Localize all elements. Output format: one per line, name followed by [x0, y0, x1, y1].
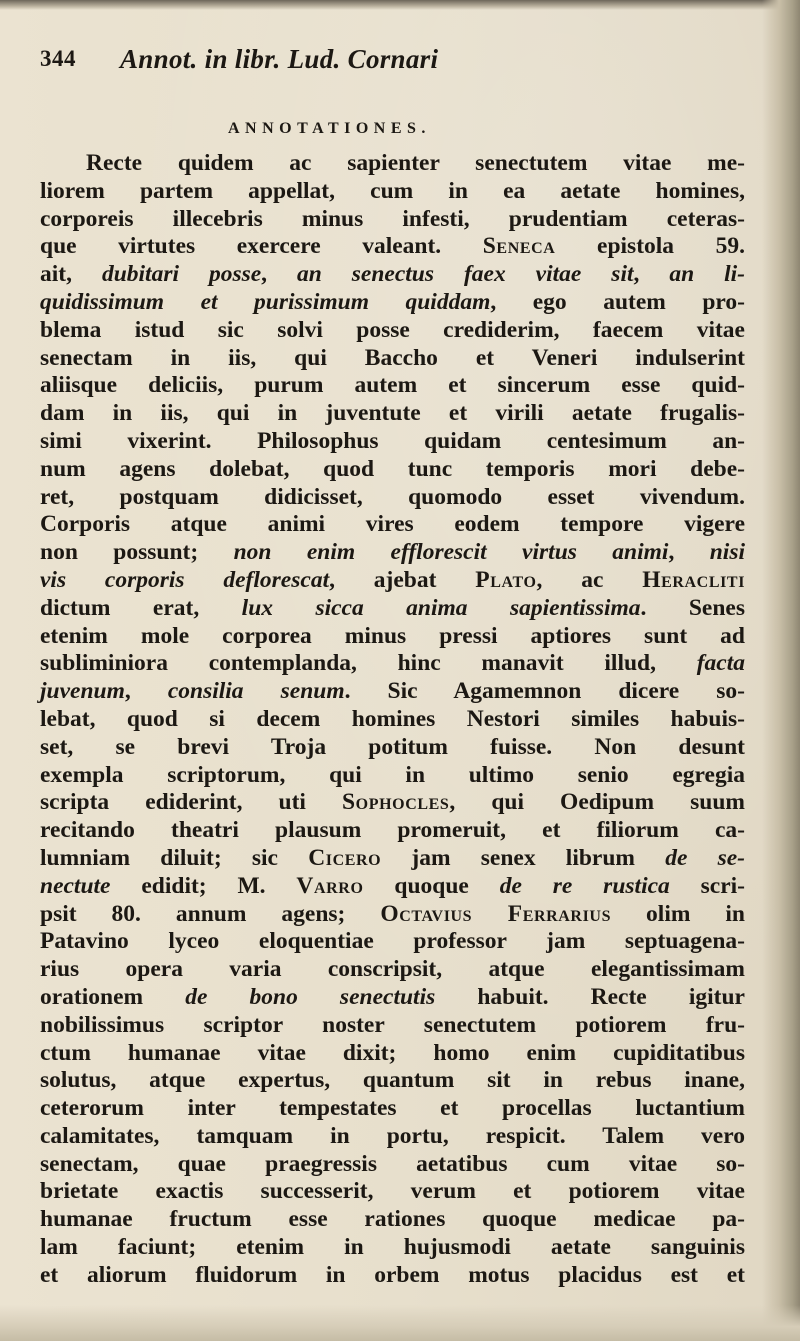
text-run: lumniam diluit; sic [40, 844, 309, 871]
text-line [40, 650, 745, 678]
scan-bottom-edge [0, 1305, 800, 1341]
text-run: exempla scriptorum, qui in ultimo senio egregia [40, 761, 745, 788]
italic-text: an senectus faex vitae sit [297, 261, 634, 288]
text-line [40, 261, 745, 289]
section-heading: ANNOTATIONES. [228, 120, 431, 137]
text-line [40, 345, 745, 373]
text-run: subliminiora contemplanda, hinc manavit illud, [40, 650, 697, 677]
text-line [40, 1206, 745, 1234]
text-run: . Senes [640, 594, 745, 621]
text-run: Recte quidem ac sapienter senectutem vitae me- [86, 150, 745, 176]
text-line [40, 1234, 745, 1262]
italic-text: an li- [669, 261, 745, 288]
text-run: liorem partem appellat, cum in ea aetate homines, [40, 177, 745, 204]
text-run: set, se brevi Troja potitum fuisse. Non desunt [40, 733, 745, 760]
text-run: ait, [40, 261, 102, 288]
text-line [40, 928, 745, 956]
small-caps-name: Varro [296, 872, 364, 899]
italic-text: lux sicca anima sapientissima [241, 594, 641, 621]
text-line [40, 762, 745, 790]
text-run: que virtutes exercere valeant. [40, 233, 483, 260]
text-run: non possunt; [40, 539, 234, 566]
small-caps-name: Plato [475, 566, 537, 593]
text-run: scripta ediderint, uti [40, 789, 343, 816]
italic-text: consilia senum [167, 678, 345, 705]
text-run: calamitates, tamquam in portu, respicit. Talem vero [40, 1122, 745, 1149]
italic-text: de se- [665, 844, 745, 871]
text-run: quoque [363, 872, 500, 899]
text-run: ret, postquam didicisset, quomodo esset vivendum. [40, 483, 745, 510]
text-run: olim in [611, 900, 745, 927]
text-run: simi vixerint. Philosophus quidam centesimum an- [40, 427, 745, 454]
text-line [40, 1012, 745, 1040]
text-run: aliisque deliciis, purum autem et sincerum esse quid- [40, 372, 745, 399]
text-run: corporeis illecebris minus infesti, prudentiam ceteras- [40, 205, 745, 232]
text-line [40, 734, 745, 762]
text-run: humanae fructum esse rationes quoque medicae pa- [40, 1206, 745, 1233]
text-run: epistola 59. [555, 233, 745, 260]
text-line [40, 484, 745, 512]
text-line [40, 1262, 745, 1290]
text-run: , [633, 261, 670, 288]
italic-text: nisi [709, 539, 745, 566]
text-run: brietate exactis successerit, verum et potiorem vitae [40, 1178, 745, 1205]
text-line [40, 1151, 745, 1179]
italic-text: nectute [40, 872, 111, 899]
text-line [40, 1178, 745, 1206]
small-caps-name: Octavius Ferrarius [380, 900, 612, 927]
text-line [40, 1040, 745, 1068]
text-run: , ac [536, 566, 643, 593]
text-run: habuit. Recte igitur [435, 983, 745, 1010]
text-run: , ajebat [329, 566, 476, 593]
italic-text: vis corporis deflorescat [40, 566, 330, 593]
text-line [40, 1067, 745, 1095]
text-run: , [261, 261, 297, 288]
text-run: dictum erat, [40, 594, 242, 621]
text-line [40, 289, 745, 317]
text-line [40, 150, 745, 178]
italic-text: dubitari posse [101, 261, 262, 288]
text-run: ctum humanae vitae dixit; homo enim cupiditatibus [40, 1039, 745, 1066]
text-line [40, 956, 745, 984]
text-line [40, 372, 745, 400]
running-head [40, 34, 750, 80]
text-line [40, 233, 745, 261]
text-line [40, 456, 745, 484]
text-line [40, 595, 745, 623]
scan-right-edge [762, 0, 800, 1341]
italic-text: de bono senectutis [185, 983, 436, 1010]
italic-text: quidissimum et purissimum quiddam [40, 288, 491, 315]
text-run: orationem [40, 983, 186, 1010]
text-line [40, 511, 745, 539]
text-run: recitando theatri plausum promeruit, et filiorum ca- [40, 817, 745, 844]
italic-text: facta [696, 650, 745, 677]
text-run: solutus, atque expertus, quantum sit in rebus inane, [40, 1067, 745, 1094]
text-line [40, 901, 745, 929]
text-run: et aliorum fluidorum in orbem motus placidus est et [40, 1261, 745, 1288]
text-run: num agens dolebat, quod tunc temporis mori debe- [40, 455, 745, 482]
small-caps-name: Seneca [482, 233, 556, 260]
text-line [40, 873, 745, 901]
text-run: Corporis atque animi vires eodem tempore vigere [40, 511, 745, 538]
text-run: lam faciunt; etenim in hujusmodi aetate sanguinis [40, 1234, 745, 1261]
text-line [40, 317, 745, 345]
text-run: psit 80. annum agens; [40, 900, 381, 927]
body-text [40, 150, 745, 1290]
text-line [40, 623, 745, 651]
text-line [40, 984, 745, 1012]
text-line [40, 845, 745, 873]
text-line [40, 539, 745, 567]
text-line [40, 567, 745, 595]
text-run: dam in iis, qui in juventute et virili aetate frugalis- [40, 400, 745, 427]
text-line [40, 789, 745, 817]
text-line [40, 400, 745, 428]
page-number: 344 [40, 46, 76, 71]
text-run: scri- [669, 872, 745, 899]
text-line [40, 206, 745, 234]
text-line [40, 1123, 745, 1151]
text-run: , qui Oedipum suum [449, 789, 745, 816]
text-run: , [668, 539, 710, 566]
italic-text: de re rustica [499, 872, 670, 899]
text-run: edidit; M. [110, 872, 297, 899]
running-title: Annot. in libr. Lud. Cornari [120, 44, 439, 74]
text-run: senectam in iis, qui Baccho et Veneri indulserint [40, 344, 745, 371]
text-run: , [124, 678, 168, 705]
text-run: . Sic Agamemnon dicere so- [344, 678, 745, 705]
text-run: etenim mole corporea minus pressi aptiores sunt ad [40, 622, 745, 649]
text-line [40, 428, 745, 456]
text-run: blema istud sic solvi posse crediderim, faecem vitae [40, 316, 745, 343]
text-run: rius opera varia conscripsit, atque elegantissimam [40, 956, 745, 983]
italic-text: juvenum [40, 678, 125, 705]
text-line [40, 1095, 745, 1123]
text-run: senectam, quae praegressis aetatibus cum vitae so- [40, 1150, 745, 1177]
scan-top-edge [0, 0, 800, 10]
text-line [40, 178, 745, 206]
text-run: jam senex librum [381, 844, 666, 871]
text-line [40, 678, 745, 706]
small-caps-name: Cicero [308, 844, 382, 871]
text-run: lebat, quod si decem homines Nestori similes habuis- [40, 705, 745, 732]
text-line [40, 817, 745, 845]
text-run: , ego autem pro- [490, 288, 745, 315]
small-caps-name: Heracliti [642, 566, 746, 593]
small-caps-name: Sophocles [342, 789, 450, 816]
italic-text: non enim efflorescit virtus animi [233, 539, 669, 566]
text-run: nobilissimus scriptor noster senectutem potiorem fru- [40, 1011, 745, 1038]
text-run: ceterorum inter tempestates et procellas luctantium [40, 1095, 745, 1122]
text-line [40, 706, 745, 734]
text-run: Patavino lyceo eloquentiae professor jam septuagena- [40, 928, 745, 955]
